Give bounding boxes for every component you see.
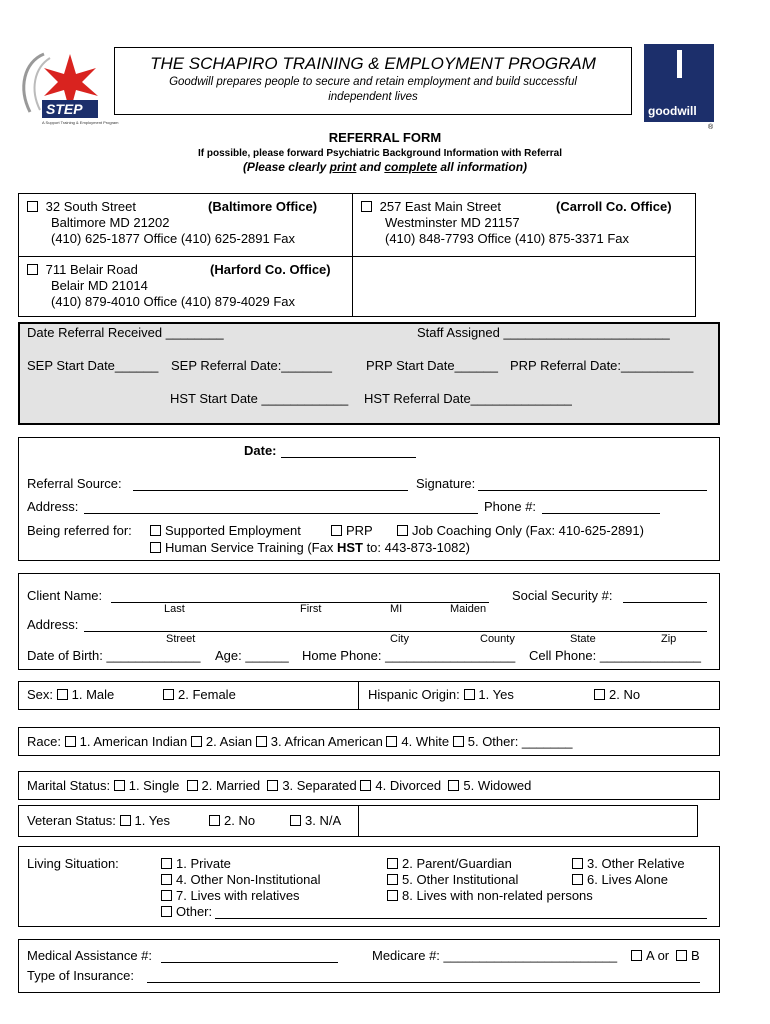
signature-field[interactable] (478, 490, 707, 491)
instruction-complete: complete (384, 160, 438, 174)
sub-first: First (300, 603, 322, 615)
living-institutional-label: 5. Other Institutional (402, 872, 519, 887)
prp-label: PRP (346, 523, 373, 538)
living-parent-checkbox[interactable] (387, 858, 398, 869)
sub-maiden: Maiden (450, 603, 487, 615)
living-parent[interactable] (387, 856, 512, 872)
marital-single-label: 1. Single (128, 778, 180, 793)
living-alone-label: 6. Lives Alone (587, 872, 668, 887)
sub-city: City (390, 633, 409, 645)
office-baltimore-name: (Baltimore Office) (208, 199, 318, 214)
referral-address-field[interactable] (84, 513, 478, 514)
office-harford-name: (Harford Co. Office) (210, 262, 331, 277)
office-carroll-name: (Carroll Co. Office) (556, 199, 672, 214)
hispanic-row (368, 687, 514, 703)
sex-label: Sex: (27, 687, 54, 702)
hispanic-label: Hispanic Origin: (368, 687, 460, 702)
office-baltimore-city: Baltimore MD 21202 (51, 215, 170, 230)
sub-street: Street (166, 633, 196, 645)
office-divider-h (18, 256, 353, 257)
living-other-relative[interactable] (572, 856, 685, 872)
living-alone[interactable] (572, 872, 668, 888)
medicare-b-label: B (691, 948, 700, 963)
race-row (27, 734, 573, 750)
veteran-yes-checkbox[interactable] (120, 815, 131, 826)
referral-phone-label: Phone #: (484, 499, 537, 514)
office-harford-checkbox[interactable] (27, 264, 38, 275)
instruction-post: all information) (437, 160, 528, 174)
hst-start-date[interactable]: HST Start Date ____________ (170, 391, 349, 406)
office-baltimore-street: 32 South Street (45, 199, 136, 214)
race-asian-checkbox[interactable] (191, 736, 202, 747)
veteran-row (27, 813, 170, 829)
home-phone-field[interactable]: Home Phone: __________________ (302, 648, 516, 663)
marital-separated-checkbox[interactable] (267, 780, 278, 791)
date-referral-received[interactable]: Date Referral Received ________ (27, 325, 224, 340)
medicare-b-checkbox[interactable] (676, 950, 687, 961)
marital-label: Marital Status: (27, 778, 111, 793)
race-american-indian-label: 1. American Indian (79, 734, 188, 749)
referral-source-label: Referral Source: (27, 476, 122, 491)
veteran-na-checkbox[interactable] (290, 815, 301, 826)
marital-divorced-checkbox[interactable] (360, 780, 371, 791)
ssn-label: Social Security #: (512, 588, 613, 603)
medicare-b-option[interactable] (676, 948, 700, 964)
sex-female-label: 2. Female (178, 687, 236, 702)
sub-mi: MI (390, 603, 403, 615)
marital-married-checkbox[interactable] (187, 780, 198, 791)
sep-start-date[interactable]: SEP Start Date______ (27, 358, 159, 373)
signature-label: Signature: (416, 476, 476, 491)
referral-date-field[interactable] (281, 457, 416, 458)
living-other-relative-label: 3. Other Relative (587, 856, 685, 871)
hst-referral-date[interactable]: HST Referral Date______________ (364, 391, 572, 406)
referral-address-label: Address: (27, 499, 79, 514)
living-alone-checkbox[interactable] (572, 874, 583, 885)
supported-employment-label: Supported Employment (165, 523, 301, 538)
office-carroll-city: Westminster MD 21157 (385, 215, 520, 230)
sub-state: State (570, 633, 596, 645)
marital-widowed-label: 5. Widowed (463, 778, 532, 793)
program-subtitle-2: independent lives (328, 91, 418, 103)
living-with-relatives-label: 7. Lives with relatives (176, 888, 300, 903)
living-non-related[interactable] (387, 888, 593, 904)
race-white-checkbox[interactable] (386, 736, 397, 747)
living-institutional[interactable] (387, 872, 518, 888)
sex-female[interactable] (163, 687, 236, 703)
living-other-field[interactable] (215, 918, 707, 919)
sex-female-checkbox[interactable] (163, 689, 174, 700)
supported-employment-checkbox[interactable] (150, 525, 161, 536)
sep-referral-date[interactable]: SEP Referral Date:_______ (171, 358, 332, 373)
sub-zip: Zip (661, 633, 677, 645)
step-tagline: A Support Training & Employment Program (42, 120, 119, 125)
living-non-institutional-checkbox[interactable] (161, 874, 172, 885)
living-private-checkbox[interactable] (161, 858, 172, 869)
opt-human-service-training[interactable] (150, 540, 470, 556)
living-other-relative-checkbox[interactable] (572, 858, 583, 869)
living-label: Living Situation: (27, 856, 119, 871)
staff-assigned[interactable]: Staff Assigned _______________________ (417, 325, 670, 340)
form-title: REFERRAL FORM (328, 130, 442, 145)
header-title-box (114, 47, 632, 115)
office-harford-phones: (410) 879-4010 Office (410) 879-4029 Fax (51, 294, 296, 309)
living-institutional-checkbox[interactable] (387, 874, 398, 885)
marital-married-label: 2. Married (201, 778, 261, 793)
job-coaching-checkbox[interactable] (397, 525, 408, 536)
office-baltimore-checkbox[interactable] (27, 201, 38, 212)
office-baltimore[interactable] (27, 199, 136, 215)
living-other-checkbox[interactable] (161, 906, 172, 917)
job-coaching-label: Job Coaching Only (Fax: 410-625-2891) (412, 523, 644, 538)
living-other[interactable] (161, 904, 212, 920)
opt-job-coaching[interactable] (397, 523, 644, 539)
office-carroll-checkbox[interactable] (361, 201, 372, 212)
instruction-mid: and (356, 160, 385, 174)
marital-separated-label: 3. Separated (282, 778, 357, 793)
goodwill-face-icon (644, 44, 714, 104)
race-white-label: 4. White (401, 734, 450, 749)
medical-assistance-label: Medical Assistance #: (27, 948, 153, 963)
veteran-label: Veteran Status: (27, 813, 116, 828)
living-private-label: 1. Private (176, 856, 231, 871)
sex-divider (358, 681, 359, 710)
sub-last: Last (164, 603, 185, 615)
hst-label-pre: Human Service Training (Fax (165, 540, 337, 555)
referral-source-field[interactable] (133, 490, 408, 491)
marital-single-checkbox[interactable] (114, 780, 125, 791)
race-asian-label: 2. Asian (205, 734, 253, 749)
hispanic-no-checkbox[interactable] (594, 689, 605, 700)
client-address-label: Address: (27, 617, 79, 632)
hst-checkbox[interactable] (150, 542, 161, 553)
referral-phone-field[interactable] (542, 513, 660, 514)
program-subtitle-1: Goodwill prepares people to secure and retain employment and build successful (169, 76, 577, 88)
medicare-field[interactable]: Medicare #: ________________________ (372, 948, 618, 963)
veteran-divider (358, 805, 359, 837)
living-non-institutional-label: 4. Other Non-Institutional (176, 872, 321, 887)
hst-label-bold: HST (336, 540, 363, 555)
race-other-checkbox[interactable] (453, 736, 464, 747)
office-divider-v (352, 193, 353, 317)
form-note: If possible, please forward Psychiatric Background Information with Referral (198, 148, 562, 159)
office-harford-city: Belair MD 21014 (51, 278, 148, 293)
opt-prp[interactable] (331, 523, 373, 539)
veteran-no-checkbox[interactable] (209, 815, 220, 826)
living-parent-label: 2. Parent/Guardian (402, 856, 512, 871)
medicare-a-checkbox[interactable] (631, 950, 642, 961)
office-harford-street: 711 Belair Road (45, 262, 138, 277)
medical-assistance-field[interactable] (161, 962, 338, 963)
living-non-related-label: 8. Lives with non-related persons (402, 888, 593, 903)
instruction-pre: (Please clearly (242, 160, 330, 174)
race-african-american-label: 3. African American (270, 734, 383, 749)
insurance-type-label: Type of Insurance: (27, 968, 134, 983)
living-non-institutional[interactable] (161, 872, 321, 888)
goodwill-logo-text: goodwill (648, 104, 697, 118)
program-title: THE SCHAPIRO TRAINING & EMPLOYMENT PROGRAM (150, 54, 596, 73)
living-other-label: Other: (176, 904, 213, 919)
sub-county: County (480, 633, 515, 645)
office-harford[interactable] (27, 262, 138, 278)
living-non-related-checkbox[interactable] (387, 890, 398, 901)
living-with-relatives-checkbox[interactable] (161, 890, 172, 901)
veteran-yes-label: 1. Yes (134, 813, 170, 828)
sex-row (27, 687, 114, 703)
veteran-no[interactable] (209, 813, 255, 829)
office-carroll-street: 257 East Main Street (379, 199, 502, 214)
referred-for-label: Being referred for: (27, 523, 132, 538)
hispanic-no[interactable] (594, 687, 640, 703)
medicare-a-option[interactable] (631, 948, 669, 964)
living-with-relatives[interactable] (161, 888, 300, 904)
race-label: Race: (27, 734, 61, 749)
insurance-type-field[interactable] (147, 982, 700, 983)
living-private[interactable] (161, 856, 231, 872)
hispanic-no-label: 2. No (609, 687, 641, 702)
marital-widowed-checkbox[interactable] (448, 780, 459, 791)
office-divider-h2 (352, 256, 696, 257)
referral-date-label: Date: (244, 443, 277, 458)
prp-referral-date[interactable]: PRP Referral Date:__________ (510, 358, 694, 373)
ssn-field[interactable] (623, 602, 707, 603)
hispanic-yes-label: 1. Yes (478, 687, 514, 702)
office-carroll[interactable] (361, 199, 501, 215)
sex-male-checkbox[interactable] (57, 689, 68, 700)
hst-label-post: to: 443-873-1082) (362, 540, 470, 555)
sex-male-label: 1. Male (71, 687, 115, 702)
prp-checkbox[interactable] (331, 525, 342, 536)
marital-divorced-label: 4. Divorced (375, 778, 442, 793)
client-name-label: Client Name: (27, 588, 103, 603)
marital-row (27, 778, 531, 794)
form-instruction (0, 160, 770, 174)
race-american-indian-checkbox[interactable] (65, 736, 76, 747)
medicare-a-label: A or (646, 948, 670, 963)
step-logo-text: STEP (46, 101, 83, 117)
client-address-field[interactable] (84, 631, 707, 632)
veteran-na-label: 3. N/A (305, 813, 342, 828)
veteran-na[interactable] (290, 813, 341, 829)
goodwill-logo (644, 44, 714, 122)
instruction-print: print (329, 160, 357, 174)
race-african-american-checkbox[interactable] (256, 736, 267, 747)
hispanic-yes-checkbox[interactable] (464, 689, 475, 700)
cell-phone-field[interactable]: Cell Phone: ______________ (529, 648, 702, 663)
age-field[interactable]: Age: ______ (215, 648, 289, 663)
race-other-label: 5. Other: _______ (467, 734, 573, 749)
office-carroll-phones: (410) 848-7793 Office (410) 875-3371 Fax (385, 231, 630, 246)
office-baltimore-phones: (410) 625-1877 Office (410) 625-2891 Fax (51, 231, 296, 246)
opt-supported-employment[interactable] (150, 523, 301, 539)
prp-start-date[interactable]: PRP Start Date______ (366, 358, 499, 373)
goodwill-tm: ® (708, 124, 714, 131)
dob-field[interactable]: Date of Birth: _____________ (27, 648, 201, 663)
veteran-no-label: 2. No (224, 813, 256, 828)
